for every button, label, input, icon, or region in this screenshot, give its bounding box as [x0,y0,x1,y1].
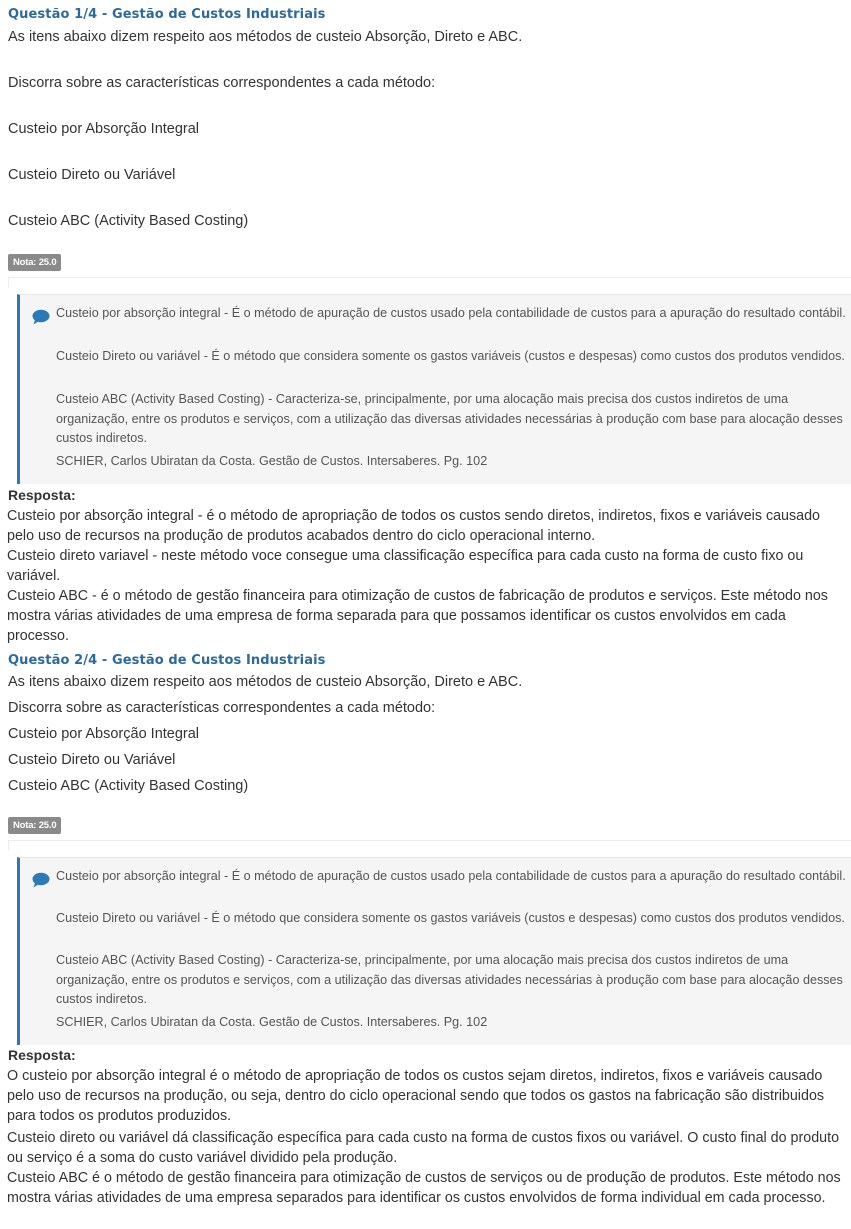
question-prompt: Discorra sobre as características correspondentes a cada método: [8,75,436,91]
question-statement: As itens abaixo dizem respeito aos métodos de custeio Absorção, Direto e ABC. [8,674,523,690]
feedback-paragraph: Custeio Direto ou variável - É o método que considera somente os gastos variáveis (custos e despesas) como custos dos produtos vendidos. [56,911,845,925]
answer-paragraph: Custeio direto ou variável dá classificação específica para cada custo na forma de custos fixos ou variável. O custo final do produto ou serviço é a soma do custo variável dividido pela produção. [7,1130,840,1166]
feedback-box [17,857,851,1045]
answer-label: Resposta: [8,1047,76,1063]
feedback-reference: SCHIER, Carlos Ubiratan da Costa. Gestão de Custos. Intersaberes. Pg. 102 [56,1015,488,1029]
feedback-paragraph: Custeio ABC (Activity Based Costing) - Caracteriza-se, principalmente, por uma alocação mais precisa dos custos indiretos de uma organização, entre os produtos e serviços, com a utilização das diversas atividades necessárias à produção com base para alocação desses custos indiretos. [56,392,843,445]
question-item: Custeio ABC (Activity Based Costing) [8,778,249,794]
question-prompt: Discorra sobre as características correspondentes a cada método: [8,700,436,716]
answer-paragraph: Custeio ABC é o método de gestão financeira para otimização de custos de serviços ou de produção de produtos. Este método nos mostra várias atividades de uma empresa separados para identificar os custos envolvidos de forma individual em cada processo. [7,1170,841,1206]
question-title: Questão 1/4 - Gestão de Custos Industriais [8,7,326,22]
question-item: Custeio ABC (Activity Based Costing) [8,213,249,229]
feedback-reference: SCHIER, Carlos Ubiratan da Costa. Gestão de Custos. Intersaberes. Pg. 102 [56,454,488,468]
answer-paragraph: Custeio ABC - é o método de gestão financeira para otimização de custos de fabricação de produtos e serviços. Este método nos mostra várias atividades de uma empresa de forma separada para que possamos identificar os custos envolvidos em cada processo. [7,588,828,644]
feedback-paragraph: Custeio por absorção integral - É o método de apuração de custos usado pela contabilidade de custos para a apuração do resultado contábil. [56,306,846,320]
feedback-box [17,294,851,484]
question-item: Custeio Direto ou Variável [8,752,176,768]
question-item: Custeio por Absorção Integral [8,726,200,742]
grade-badge: Nota: 25.0 [8,254,61,271]
question-title: Questão 2/4 - Gestão de Custos Industriais [8,653,326,668]
grade-badge: Nota: 25.0 [8,817,61,834]
question-item: Custeio por Absorção Integral [8,121,200,137]
feedback-paragraph: Custeio por absorção integral - É o método de apuração de custos usado pela contabilidade de custos para a apuração do resultado contábil. [56,869,846,883]
answer-paragraph: Custeio por absorção integral - é o método de apropriação de todos os custos sendo diretos, indiretos, fixos e variáveis causado pelo uso de recursos na produção de produtos acabados dentro do ciclo operacional interno. [7,508,821,544]
feedback-paragraph: Custeio ABC (Activity Based Costing) - Caracteriza-se, principalmente, por uma alocação mais precisa dos custos indiretos de uma organização, entre os produtos e serviços, com a utilização das diversas atividades necessárias à produção com base para alocação desses custos indiretos. [56,953,843,1006]
feedback-paragraph: Custeio Direto ou variável - É o método que considera somente os gastos variáveis (custos e despesas) como custos dos produtos vendidos. [56,349,845,363]
feedback-frame [8,277,851,288]
question-item: Custeio Direto ou Variável [8,167,176,183]
question-statement: As itens abaixo dizem respeito aos métodos de custeio Absorção, Direto e ABC. [8,29,523,45]
comment-icon [32,872,50,888]
answer-paragraph: Custeio direto variavel - neste método voce consegue uma classificação específica para cada custo na forma de custo fixo ou variável. [7,548,804,584]
answer-paragraph: O custeio por absorção integral é o método de apropriação de todos os custos sejam diretos, indiretos, fixos e variáveis causado pelo uso de recursos na produção, ou seja, dentro do ciclo operacional sendo que todos os gastos na fabricação são distribuidos para todos os produtos produzidos. [7,1068,825,1124]
feedback-frame [8,840,851,851]
comment-icon [32,309,50,325]
answer-label: Resposta: [8,487,76,503]
